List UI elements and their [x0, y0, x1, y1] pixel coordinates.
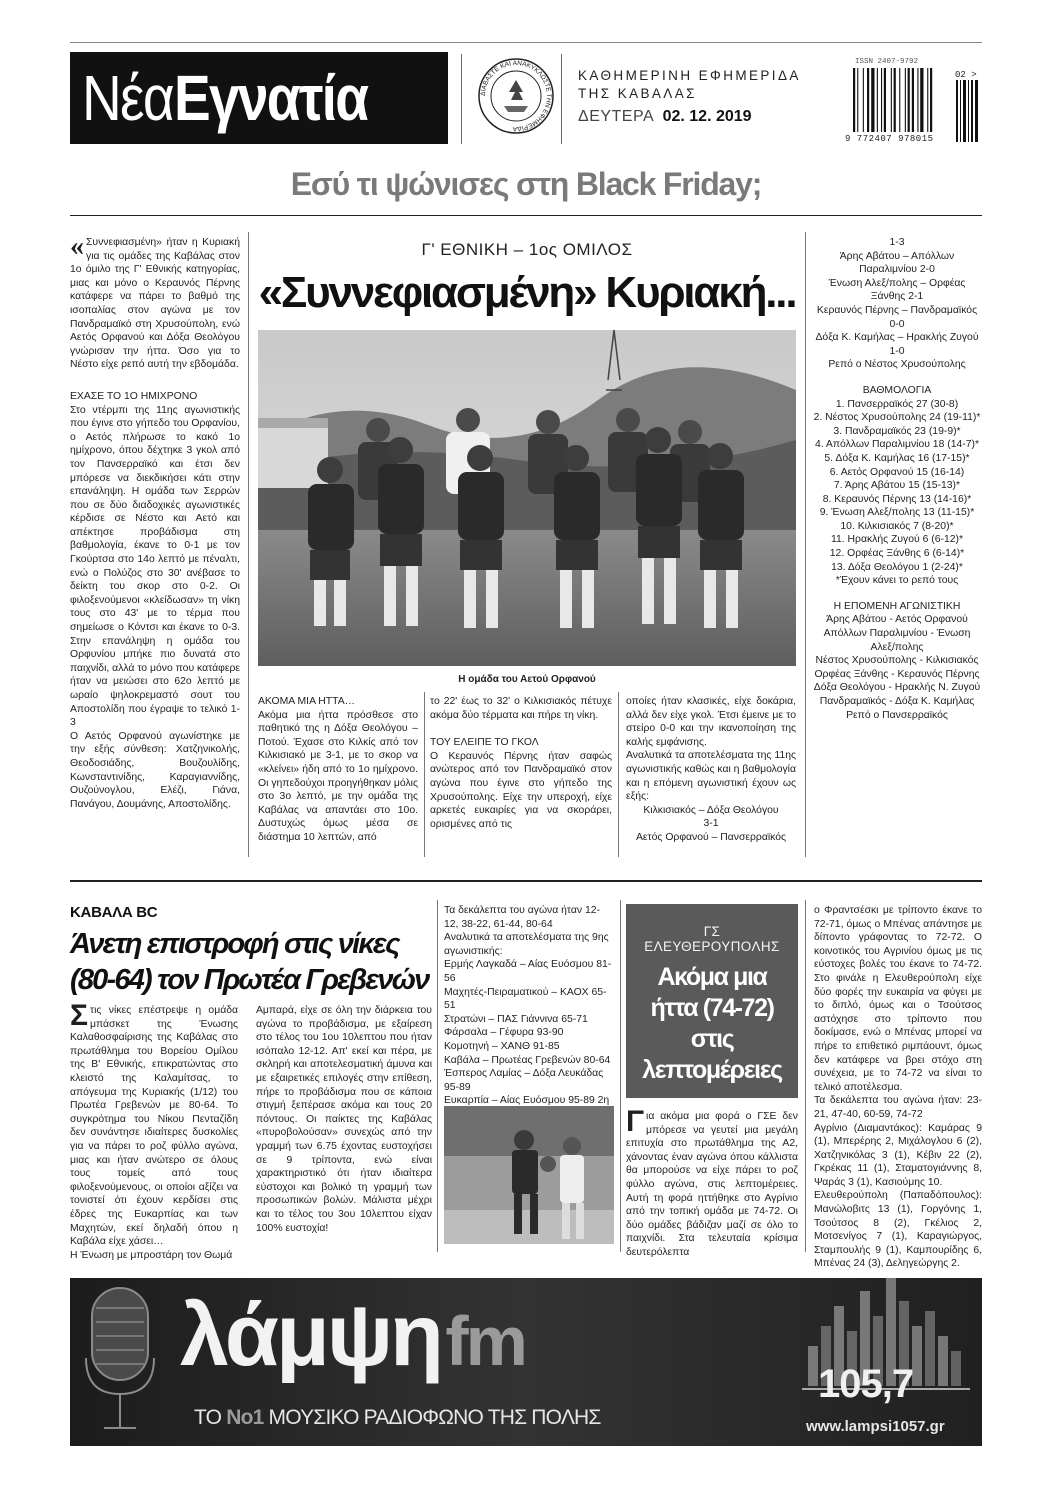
- kavala-headline-1: Άνετη επιστροφή στις νίκες: [70, 928, 399, 960]
- ad-brand-suffix: fm: [445, 1302, 525, 1380]
- lead-body-2: Ο Αετός Ορφανού αγωνίστηκε με την εξής σύνθεση: Χατζηνικολής, Θεοδοσιάδης, Βουζουλίδης, Κωνσταντινίδης, Καραγιαννίδης, Ουζούνογλου, Ελέζι, Γιάνα, Πανάγου, Δουμάνης, Αποστολίδης.: [70, 730, 240, 810]
- fixture-line: Άρης Αβάτου - Αετός Ορφανού: [826, 614, 968, 626]
- barcode-number: 9 772407 978015: [845, 134, 934, 144]
- gs-body: Για ακόμα μια φορά ο ΓΣΕ δεν μπόρεσε να γευτεί μια μεγάλη επιτυχία στο πρωτάθλημα της Α2, χάνοντας έναν αγώνα όπου κάλλιστα θα μπορούσε να είχε πάρει το ροζ φύλλο αγώνα, στις λεπτομέρειες. Αυτή τη φορά ηττήθηκε στο Αγρίνιο από την τοπική ομάδα με 74-72. Οι δύο ομάδες βάδιζαν μαζί σε όλο το παιχνίδι. Στα τελευταία κρίσιμα δευτερόλεπτα: [626, 1105, 798, 1258]
- barcode-bar: [871, 68, 874, 132]
- masthead-day: ΔΕΥΤΕΡΑ: [578, 108, 655, 125]
- lead-col-4: [626, 695, 796, 845]
- barcode-bar: [857, 68, 858, 132]
- lead-sub-2: ΑΚΟΜΑ ΜΙΑ ΗΤΤΑ…: [258, 696, 356, 707]
- standings-row: 6. Αετός Ορφανού 15 (16-14): [829, 466, 965, 478]
- result-line: 1-3: [889, 237, 905, 248]
- masthead-dateline: [578, 108, 828, 126]
- kavala-col-1: [70, 999, 238, 1262]
- team-photo: [258, 330, 796, 666]
- standings-row: 3. Πανδραμαϊκός 23 (19-9)*: [833, 425, 961, 437]
- lead-col-divider-2: [424, 692, 425, 857]
- standings-row: 7. Άρης Αβάτου 15 (15-13)*: [833, 480, 961, 492]
- gs-headline: Ακόμα μια ήττα (74-72) στις λεπτομέρειες: [642, 963, 782, 1084]
- lead-col-divider-1: [248, 232, 249, 857]
- gs-col-1: [626, 1105, 798, 1260]
- tagline-line-1: ΚΑΘΗΜΕΡΙΝΗ ΕΦΗΜΕΡΙΔΑ: [578, 68, 801, 83]
- barcode-bar: [930, 68, 932, 132]
- recycle-seal-icon: [476, 56, 556, 136]
- team-photo-image: [258, 330, 796, 666]
- lead-col-1: [70, 231, 240, 811]
- standings-row: 8. Κεραυνός Πέρνης 13 (14-16)*: [822, 493, 972, 505]
- masthead-title-light: Νέα: [82, 62, 173, 134]
- kavala-col-1-body-b: Η Ένωση με μπροστάρη τον Θωμά: [70, 1249, 233, 1261]
- gs-box-scores: [814, 1094, 982, 1271]
- barcode-bar: [927, 68, 928, 132]
- basketball-photo-image: [444, 1106, 614, 1244]
- barcode: [845, 58, 985, 150]
- result-line: Καβάλα – Πρωτέας Γρεβενών 80-64: [444, 1054, 611, 1066]
- standings-row: 2. Νέστος Χρυσούπολης 24 (19-11)*: [813, 412, 981, 424]
- sidebar-divider: [805, 232, 806, 857]
- standings-row: 13. Δόξα Θεολόγου 1 (2-24)*: [831, 561, 963, 573]
- equalizer-bar: [938, 1336, 948, 1386]
- standings-list: [812, 398, 982, 588]
- fixture-line: Ορφέας Ξάνθης - Κεραυνός Πέρνης: [814, 668, 980, 680]
- gs-box[interactable]: [626, 904, 798, 1098]
- fixture-line: Δόξα Θεολόγου - Ηρακλής Ν. Ζυγού: [813, 682, 981, 694]
- next-round-list: [812, 613, 982, 722]
- lead-sub-3: ΤΟΥ ΕΛΕΙΠΕ ΤΟ ΓΚΟΛ: [430, 737, 539, 749]
- barcode-suffix: 02 >: [955, 70, 977, 80]
- fixture-line: Νέστος Χρυσούπολης - Κιλκισιακός: [815, 655, 979, 667]
- ad-url[interactable]: www.lampsi1057.gr: [806, 1418, 945, 1435]
- tagline-line-2: ΤΗΣ ΚΑΒΑΛΑΣ: [578, 86, 697, 101]
- result-line: Ερμής Λαγκαδά – Αίας Ευόσμου 81-56: [444, 959, 612, 984]
- masthead-divider-left: [461, 54, 462, 144]
- lead-col-3-body: το 22' έως το 32' ο Κιλκισιακός πέτυχε ακόμα δύο τέρματα και πήρε τη νίκη.: [430, 696, 612, 721]
- result-line: Ρεπό ο Νέστος Χρυσούπολης: [828, 359, 966, 371]
- box-score-line: Τα δεκάλεπτα του αγώνα ήταν: 23-21, 47-40, 60-59, 74-72: [814, 1095, 982, 1120]
- lead-sub-1: ΕΧΑΣΕ ΤΟ 1Ο ΗΜΙΧΡΟΝΟ: [70, 390, 198, 402]
- lead-col-4-result-1: Κιλκισιακός – Δόξα Θεολόγου: [643, 804, 779, 816]
- masthead-title-bold: Εγνατία: [173, 62, 368, 134]
- barcode-bar: [884, 68, 886, 132]
- gs-col-2-body: ο Φραντσέσκι με τρίποντο έκανε το 72-71, όμως ο Μπένας απάντησε με δίποντο γράφοντας το 72-72. Ο κοινοτικός του Αγρινίου όμως με τις εύστοχες βολές του έκανε το 74-72. Στο φινάλε η Ελευθερούπολη είχε δύο φορές την ευκαιρία να φύγει με το διπλό, όμως και ο Τσούτσος αστόχησε στο τρίποντο που δοκίμασε, ενώ ο Μπένας μπορεί να πήρε το επιθετικό ριμπάουντ, όμως δεν κατάφερε να βρει στόχο στη συνέχεια, με το 74-72 να είναι το τελικό αποτέλεσμα.: [814, 905, 982, 1093]
- lead-col-4-body: οποίες ήταν κλασικές, είχε δοκάρια, αλλά δεν είχε γκολ. Έτσι έμεινε με το στείρο 0-0 και την ικανοποίηση της καλής εμφάνισης.: [626, 696, 796, 748]
- masthead-logo: [70, 52, 448, 144]
- lead-intro: « Συννεφιασμένη» ήταν η Κυριακή για τις ομάδες της Καβάλας στον 1ο όμιλο της Γ' Εθνικής κατηγορίας, μιας και μόνο ο Κεραυνός Πέρνης κατάφερε να πάρει το βαθμό της ισοπαλίας στον αγώνα με τον Πανδραμαϊκό στη Χρυσούπολη, ενώ Αετός Ορφανού και Δόξα Θεολόγου γνώρισαν την ήττα. Όσο για το Νέστο είχε ρεπό αυτή την εβδομάδα.: [70, 231, 240, 371]
- lampsi-ad[interactable]: [70, 1278, 982, 1446]
- lead-col-2: [258, 695, 418, 845]
- next-round-title: Η ΕΠΟΜΕΝΗ ΑΓΩΝΙΣΤΙΚΗ: [833, 600, 961, 612]
- kavala-divider: [437, 900, 438, 1252]
- kavala-col-2-body: Αμπαρά, είχε σε όλη την διάρκεια του αγώνα το προβάδισμα, με εξαίρεση στο τέλος του 1ου 10λεπτου που ήταν ισόπαλο 12-12. Απ' εκεί και πέρα, με σκληρή και αποτελεσματική άμυνα και με εξαιρετικές επιλογές στην επίθεση, πήρε το προβάδισμα που σε κάποια στιγμή ξεπέρασε ακόμα και τους 20 πόντους. Οι παίκτες της Καβάλας «πυροβολούσαν» συνεχώς από την γραμμή των 6.75 έχοντας ευστοχήσει σε 9 τρίποντα, ενώ είναι χαρακτηριστικό ότι ήταν ιδιαίτερα εύστοχοι και βολικό τη γραμμή των προσωπικών βολών. Μάλιστα μέχρι και το τέλος του 3ου 10λεπτου είχαν 100% ευστοχία!: [256, 1005, 432, 1234]
- standings-title: ΒΑΘΜΟΛΟΓΙΑ: [862, 384, 932, 396]
- recycle-seal: [476, 56, 556, 136]
- standings-row: 1. Πανσερραϊκός 27 (30-8): [835, 398, 959, 410]
- lead-col-divider-3: [618, 692, 619, 857]
- barcode-bar: [908, 68, 910, 132]
- gs-kicker: ΓΣ ΕΛΕΥΘΕΡΟΥΠΟΛΗΣ: [644, 924, 780, 954]
- gs-col-2: [814, 904, 982, 1271]
- ad-frequency: 105,7: [818, 1362, 914, 1406]
- result-line: Μαχητές-Πειραματικού – ΚΑΟΧ 65-51: [444, 986, 607, 1012]
- lead-body-1: Στο ντέρμπι της 11ης αγωνιστικής που έγινε στο γήπεδο του Ορφανίου, ο Αετός πλήρωσε το κακό 1ο ημίχρονο, όπου δέχτηκε 3 γκολ από τον Πανσερραϊκό και έτσι δεν μπόρεσε να διεκδικήσει κάτι στην επανάληψη. Η ομάδα των Σερρών που σε δύο διαδοχικές αγωνιστικές κέρδισε σε Νέστο και Αετό και απέκτησε προβάδισμα στη βαθμολογία, έκανε το 0-1 με τον Γκούρτσα στο 14ο λεπτό με πέναλτι, ενώ ο Πολύζος στο 30' ανέβασε το δείκτη του σκορ στο 0-2. Οι φιλοξενούμενοι «κλείδωσαν» τη νίκη τους στο 43' με το τέρμα που σημείωσε ο Κόντσι και έκανε το 0-3. Στην επανάληψη η ομάδα του Ορφυνίου μπήκε πιο δυνατά στο παιχνίδι, αλλά το μόνο που κατάφερε ήταν να μειώσει στο 62ο λεπτό με ωραίο ψηλοκρεμαστό σουτ του Αποστολίδη που έγραψε το τελικό 1-3: [70, 404, 240, 729]
- barcode-bar: [881, 68, 882, 132]
- barcode-bars: [851, 68, 953, 132]
- gs-divider-left: [620, 900, 621, 1252]
- box-score-line: Αγρίνιο (Διαμαντάκος): Καμάρας 9 (1), Μπερέρης 2, Μιχάλογλου 6 (2), Χατζηνικόλας 3 (1), Κέβιν 22 (2), Γκρέκας 11 (1), Σταματογιάννης 8, Ψαράς 3 (1), Κασιούμης 10.: [814, 1122, 982, 1188]
- kavala-col-3: [444, 904, 614, 1122]
- photo-caption: Η ομάδα του Αετού Ορφανού: [458, 674, 596, 685]
- promo-rule: [70, 215, 982, 216]
- result-line: Ευκαρπία – Αίας Ευόσμου 95-89 2η: [444, 1095, 610, 1107]
- fixture-line: Απόλλων Παραλιμνίου - Ένωση Αλεξ/πολης: [823, 628, 971, 653]
- result-line: Ένωση Αλεξ/πολης – Ορφέας Ξάνθης 2-1: [828, 277, 966, 303]
- lead-col-4-result-2: 3-1: [703, 818, 719, 830]
- equalizer-bar: [808, 1346, 818, 1386]
- kavala-results: [444, 904, 614, 1122]
- barcode-bar: [863, 68, 864, 132]
- barcode-bar: [853, 68, 855, 132]
- result-line: Δόξα Κ. Καμήλας – Ηρακλής Ζυγού 1-0: [815, 332, 979, 357]
- result-line: Αναλυτικά τα αποτελέσματα της 9ης αγωνιστικής:: [444, 932, 609, 957]
- lead-col-4-result-3: Αετός Ορφανού – Πανσερραϊκός: [635, 831, 787, 843]
- sidebar: [812, 236, 982, 722]
- mid-rule: [70, 880, 982, 882]
- lead-col-4-body-b: Αναλυτικά τα αποτελέσματα της 11ης αγωνιστικής καθώς και η βαθμολογία και η επόμενη αγωνιστική έχουν ως εξής:: [626, 750, 796, 803]
- result-line: Άρης Αβάτου – Απόλλων Παραλιμνίου 2-0: [839, 250, 955, 276]
- ad-slogan: ΤΟ Νο1 ΜΟΥΣΙΚΟ ΡΑΔΙΟΦΩΝΟ ΤΗΣ ΠΟΛΗΣ: [194, 1406, 601, 1429]
- standings-row: 12. Ορφέας Ξάνθης 6 (6-14)*: [829, 548, 965, 560]
- result-line: Κεραυνός Πέρνης – Πανδραμαϊκός 0-0: [816, 304, 978, 330]
- result-line: Έσπερος Λαμίας – Δόξα Λευκάδας 95-89: [444, 1068, 604, 1093]
- box-score-line: Ελευθερούπολη (Παπαδόπουλος): Μανώλοβιτς 13 (1), Γοργόνης 1, Τσούτσος 8 (2), Γκέλιος 2, Μοτσενίγος 7 (1), Καραγιώργος, Σταμπουλής 9 (1), Καμπουρίδης 6, Μπένας 24 (3), Δεληγεώργης 2.: [814, 1190, 982, 1270]
- barcode-bar: [920, 68, 923, 132]
- sidebar-results: [812, 236, 982, 372]
- lead-col-3: [430, 695, 612, 831]
- barcode-bar: [912, 68, 914, 132]
- barcode-addon: [955, 80, 981, 142]
- promo-headline[interactable]: Εσύ τι ψώνισες στη Black Friday;: [290, 166, 762, 202]
- kavala-headline[interactable]: [70, 926, 432, 998]
- issn-text: ISSN 2407-9792: [855, 58, 919, 66]
- lead-kicker: Γ' ΕΘΝΙΚΗ – 1ος ΟΜΙΛΟΣ: [421, 240, 633, 259]
- standings-row: 11. Ηρακλής Ζυγού 6 (6-12)*: [830, 534, 964, 546]
- masthead-tagline: [578, 68, 828, 126]
- barcode-bar: [891, 68, 892, 132]
- kavala-headline-2: (80-64) τον Πρωτέα Γρεβενών: [70, 964, 429, 996]
- barcode-bar: [917, 68, 918, 132]
- gs-divider-right: [805, 900, 806, 1252]
- equalizer-bar: [925, 1311, 935, 1386]
- equalizer-bar: [951, 1351, 961, 1386]
- standings-row: 10. Κιλκισιακός 7 (8-20)*: [840, 520, 954, 532]
- barcode-bar: [867, 68, 869, 132]
- top-rule: [70, 42, 982, 43]
- barcode-bar: [899, 68, 900, 132]
- basketball-photo: [444, 1106, 614, 1244]
- lead-col-2-body: Ακόμα μια ήττα πρόσθεσε στο παθητικό της η Δόξα Θεολόγου – Ποτού. Έχασε στο Κιλκίς από τον Κιλκισιακό με 3-1, με το σκορ να «κλείνει» ήδη από το 1ο ημίχρονο. Οι γηπεδούχοι προηγήθηκαν μόλις στο 3ο λεπτό, με την ομάδα της Καβάλας να απαντάει στο 10ο. Δυστυχώς όμως μέσα σε διάστημα 10 λεπτών, από: [258, 709, 418, 843]
- barcode-bar: [905, 68, 906, 132]
- standings-row: 4. Απόλλων Παραλιμνίου 18 (14-7)*: [814, 439, 980, 451]
- result-line: Φάρσαλα – Γέφυρα 93-90: [444, 1027, 564, 1039]
- ad-brand-main: λάμψη: [180, 1285, 441, 1384]
- equalizer-bar: [912, 1326, 922, 1386]
- standings-row: *Έχουν κάνει το ρεπό τους: [835, 575, 959, 587]
- fixture-line: Ρεπό ο Πανσερραϊκός: [846, 709, 948, 721]
- barcode-bar: [877, 68, 878, 132]
- masthead-divider-right: [561, 54, 562, 144]
- lead-headline[interactable]: «Συννεφιασμένη» Κυριακή...: [258, 268, 796, 317]
- standings-row: 5. Δόξα Κ. Καμήλας 16 (17-15)*: [824, 452, 970, 464]
- fixture-line: Πανδραμαϊκός - Δόξα Κ. Καμήλας: [819, 696, 975, 707]
- kavala-kicker: ΚΑΒΑΛΑ BC: [70, 904, 158, 921]
- kavala-col-1-body: Στις νίκες επέστρεψε η ομάδα μπάσκετ της Ένωσης Καλαθοσφαίρισης της Καβάλας στο πρωτάθλημα του Βορείου Ομίλου της Β' Εθνικής, επικρατώντας στο κλειστό της Καλαμίτσας, το απόγευμα της Κυριακής (1/12) του Πρωτέα Γρεβενών με 80-64. Το συγκρότημα του Νίκου Πενταζίδη δεν συνάντησε ιδιαίτερες δυσκολίες για να πάρει το ροζ φύλλο αγώνα, μιας και ήταν ανώτερο σε όλους τους τομείς από τους φιλοξενούμενους, οι οποίοι αξίζει να τονιστεί ότι έχουν κερδίσει στις έδρες της Ευκαρπίας και των Μαχητών, εκεί δηλαδή όπου η Καβάλα είχε χάσει…: [70, 999, 238, 1248]
- lead-col-3-body-b: Ο Κεραυνός Πέρνης ήταν σαφώς ανώτερος από τον Πανδραμαϊκό στον αγώνα που έγινε στο γήπεδο της Χρυσούπολης. Είχε την υπεροχή, είχε αρκετές ευκαιρίες για να σκοράρει, ορισμένες από τις: [430, 750, 612, 830]
- barcode-bar: [894, 68, 896, 132]
- standings-row: 9. Ένωση Αλεξ/πολης 13 (11-15)*: [819, 507, 975, 519]
- kavala-col-2: [256, 1004, 432, 1235]
- masthead-date: 02. 12. 2019: [662, 108, 752, 125]
- result-line: Κομοτηνή – ΧΑΝΘ 91-85: [444, 1040, 560, 1052]
- seal-text: ΔΙΑΒΑΣΤΕ ΚΑΙ ΑΝΑΚΥΚΛΩΣΤΕ ΤΗΝ ΕΦΗΜΕΡΙΔΑ: [479, 59, 553, 133]
- result-line: Τα δεκάλεπτα του αγώνα ήταν 12-12, 38-22, 61-44, 80-64: [444, 905, 600, 930]
- result-line: Στρατώνι – ΠΑΣ Γιάννινα 65-71: [444, 1013, 588, 1025]
- ad-brand: [180, 1284, 525, 1386]
